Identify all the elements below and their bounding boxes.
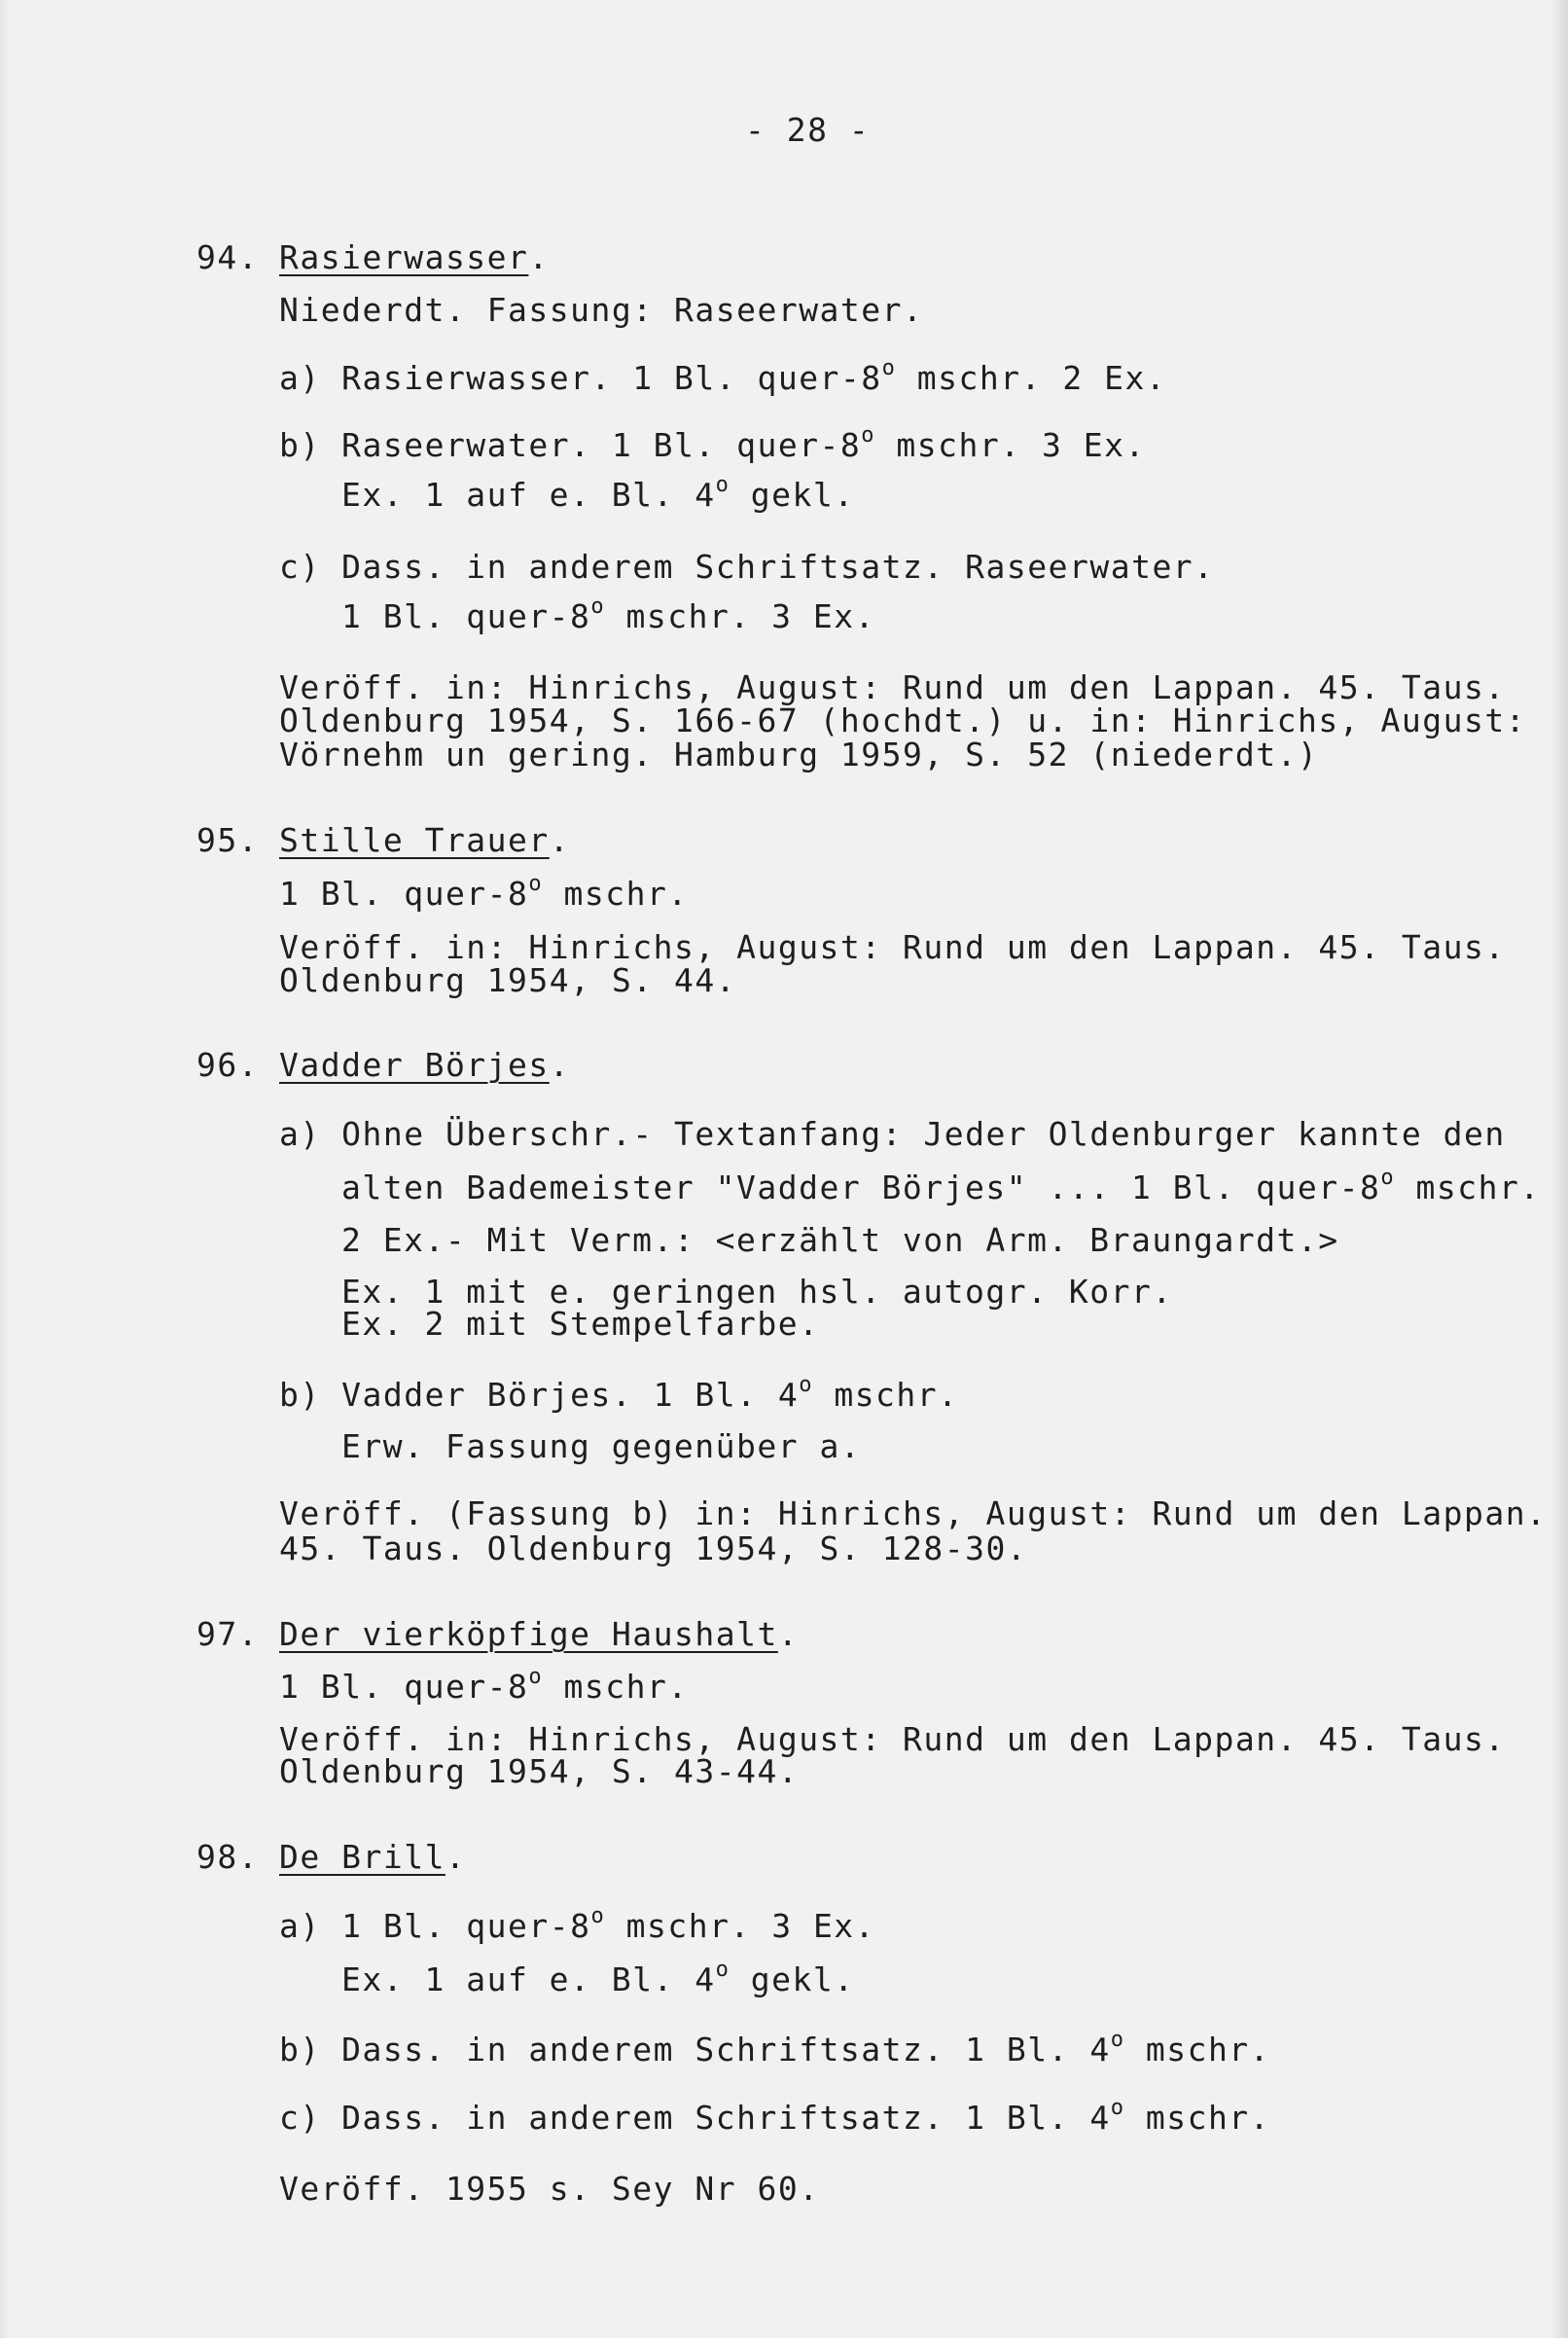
entry-title-95: Stille Trauer. — [279, 821, 571, 859]
entry-line: Veröff. (Fassung b) in: Hinrichs, August: Rund um den Lappan. — [279, 1494, 1548, 1532]
entry-line: 2 Ex.- Mit Verm.: <erzählt von Arm. Braungardt.> — [341, 1221, 1339, 1259]
entry-number-98: 98. — [196, 1838, 260, 1876]
entry-line: Vörnehm un gering. Hamburg 1959, S. 52 (niederdt.) — [279, 736, 1319, 773]
entry-line: Oldenburg 1954, S. 43-44. — [279, 1752, 800, 1790]
entry-title-97: Der vierköpfige Haushalt. — [279, 1615, 800, 1653]
entry-title-96: Vadder Börjes. — [279, 1046, 571, 1084]
entry-number-97: 97. — [196, 1615, 260, 1653]
entry-line: Ex. 1 mit e. geringen hsl. autogr. Korr. — [341, 1273, 1173, 1311]
entry-line: b) Raseerwater. 1 Bl. quer-8$^o$ mschr. 3 Ex. — [279, 423, 1146, 464]
entry-line: b) Dass. in anderem Schriftsatz. 1 Bl. 4$^o$ mschr. — [279, 2028, 1271, 2068]
entry-title-text: De Brill — [279, 1838, 445, 1876]
entry-line: Oldenburg 1954, S. 166-67 (hochdt.) u. in: Hinrichs, August: — [279, 701, 1527, 739]
entry-line: a) 1 Bl. quer-8$^o$ mschr. 3 Ex. — [279, 1904, 876, 1945]
entry-line: 1 Bl. quer-8$^o$ mschr. — [279, 1665, 689, 1706]
entry-line: Veröff. 1955 s. Sey Nr 60. — [279, 2170, 820, 2208]
entry-number-96: 96. — [196, 1046, 260, 1084]
entry-line: a) Rasierwasser. 1 Bl. quer-8$^o$ mschr. 2 Ex. — [279, 356, 1167, 397]
entry-line: Ex. 2 mit Stempelfarbe. — [341, 1305, 820, 1343]
page-edge-shadow-right — [1550, 0, 1568, 2338]
entry-line: alten Bademeister "Vadder Börjes" ... 1 Bl. quer-8$^o$ mschr. — [341, 1166, 1541, 1206]
entry-number-95: 95. — [196, 821, 260, 859]
entry-line: 1 Bl. quer-8$^o$ mschr. — [279, 872, 689, 913]
entry-line: Veröff. in: Hinrichs, August: Rund um den Lappan. 45. Taus. — [279, 1720, 1506, 1758]
entry-line: 1 Bl. quer-8$^o$ mschr. 3 Ex. — [341, 594, 875, 635]
page-number: - 28 - — [745, 111, 871, 149]
entry-line: a) Ohne Überschr.- Textanfang: Jeder Oldenburger kannte den — [279, 1115, 1506, 1153]
entry-title-text: Der vierköpfige Haushalt — [279, 1615, 778, 1653]
entry-title-98: De Brill. — [279, 1838, 467, 1876]
entry-line: 45. Taus. Oldenburg 1954, S. 128-30. — [279, 1529, 1028, 1567]
entry-number-94: 94. — [196, 238, 260, 276]
entry-title-94: Rasierwasser. — [279, 238, 550, 276]
entry-title-text: Stille Trauer — [279, 821, 550, 859]
entry-line: Veröff. in: Hinrichs, August: Rund um den Lappan. 45. Taus. — [279, 668, 1506, 706]
entry-line: c) Dass. in anderem Schriftsatz. 1 Bl. 4$^o$ mschr. — [279, 2096, 1271, 2137]
entry-line: Erw. Fassung gegenüber a. — [341, 1427, 862, 1465]
entry-line: Ex. 1 auf e. Bl. 4$^o$ gekl. — [341, 473, 855, 514]
entry-line: Ex. 1 auf e. Bl. 4$^o$ gekl. — [341, 1958, 855, 1998]
entry-line: c) Dass. in anderem Schriftsatz. Raseerwater. — [279, 548, 1215, 586]
entry-line: Veröff. in: Hinrichs, August: Rund um den Lappan. 45. Taus. — [279, 928, 1506, 966]
entry-title-text: Vadder Börjes — [279, 1046, 550, 1084]
page-edge-shadow-left — [0, 0, 10, 2338]
entry-line: Oldenburg 1954, S. 44. — [279, 961, 737, 999]
entry-title-text: Rasierwasser — [279, 238, 529, 276]
entry-line: Niederdt. Fassung: Raseerwater. — [279, 291, 924, 329]
entry-line: b) Vadder Börjes. 1 Bl. 4$^o$ mschr. — [279, 1373, 959, 1414]
